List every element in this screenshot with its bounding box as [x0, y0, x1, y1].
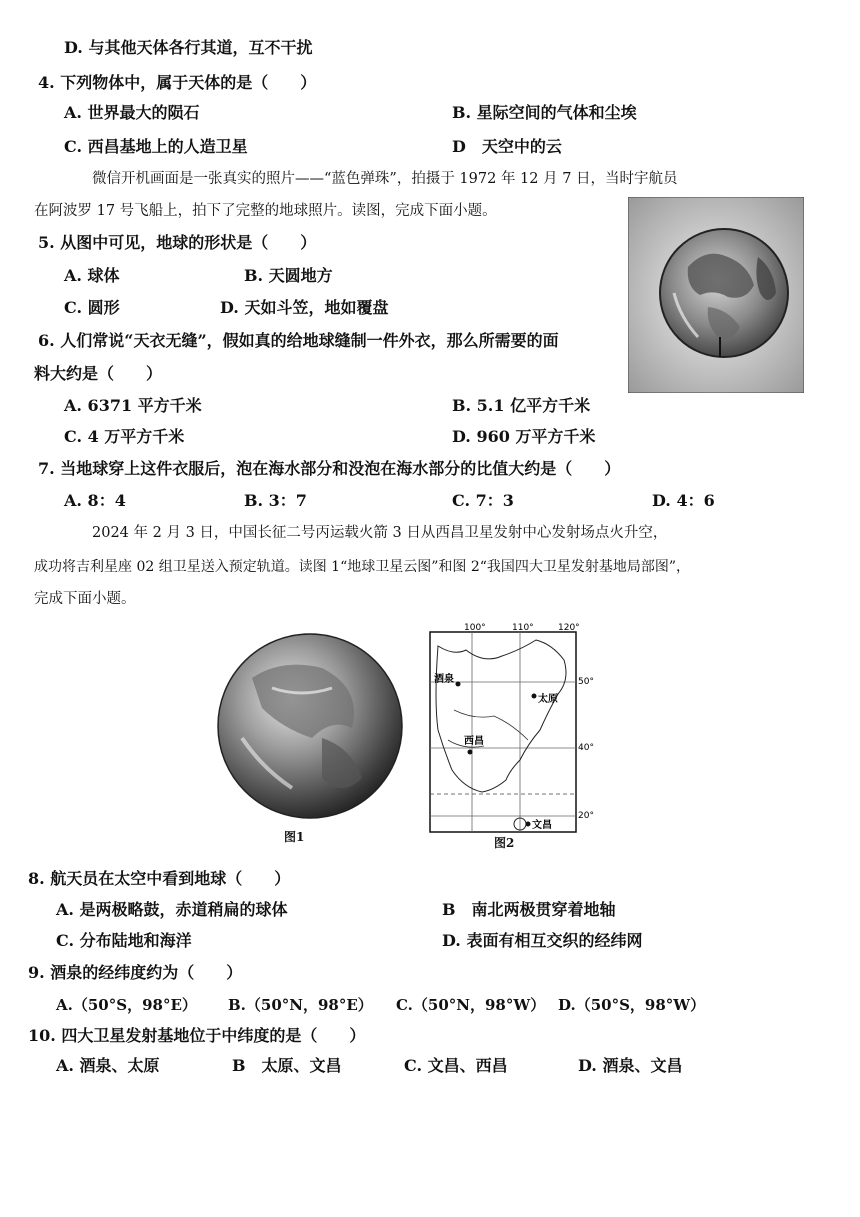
q10-option-b: B 太原、文昌 [232, 1056, 342, 1075]
q9-option-c: C.（50°N，98°W） [396, 996, 546, 1014]
q9-stem: 9. 酒泉的经纬度约为（ ） [28, 963, 243, 982]
fig2-city-wenchang: 文昌 [532, 820, 552, 831]
q6-option-d: D. 960 万平方千米 [452, 427, 596, 446]
q5-stem: 5. 从图中可见，地球的形状是（ ） [38, 233, 317, 252]
q10-option-a: A. 酒泉、太原 [56, 1056, 160, 1075]
fig2-lon-110: 110° [512, 623, 534, 633]
q5-option-b: B. 天圆地方 [244, 266, 333, 285]
q8-stem: 8. 航天员在太空中看到地球（ ） [28, 869, 291, 888]
blue-marble-photo [628, 197, 804, 393]
q7-stem: 7. 当地球穿上这件衣服后，泡在海水部分和没泡在海水部分的比值大约是（ ） [38, 459, 621, 478]
q4-option-d: D 天空中的云 [452, 137, 562, 156]
intro2-line2: 成功将吉利星座 02 组卫星送入预定轨道。读图 1“地球卫星云图”和图 2“我国四大卫星发射基地局部图”， [34, 559, 691, 575]
q10-option-c: C. 文昌、西昌 [404, 1056, 508, 1075]
q8-option-d: D. 表面有相互交织的经纬网 [442, 931, 643, 950]
q4-option-b: B. 星际空间的气体和尘埃 [452, 103, 637, 122]
figure1-caption: 图1 [284, 830, 305, 844]
figure2-caption: 图2 [494, 836, 515, 850]
fig2-city-taiyuan: 太原 [538, 694, 558, 705]
q7-option-d: D. 4：6 [652, 491, 715, 510]
q5-option-c: C. 圆形 [64, 298, 120, 317]
figure1-earth-cloud-image [212, 628, 408, 824]
intro2-line1: 2024 年 2 月 3 日，中国长征二号丙运载火箭 3 日从西昌卫星发射中心发射场点火升空， [92, 525, 668, 541]
q7-option-b: B. 3：7 [244, 491, 307, 510]
fig2-city-xichang: 西昌 [464, 736, 484, 747]
fig2-city-jiuquan: 酒泉 [434, 674, 454, 685]
fig2-lon-100: 100° [464, 623, 486, 633]
q6-option-c: C. 4 万平方千米 [64, 427, 185, 446]
q9-option-d: D.（50°S，98°W） [558, 996, 706, 1014]
q8-option-a: A. 是两极略鼓，赤道稍扁的球体 [56, 900, 288, 919]
q4-stem: 4. 下列物体中，属于天体的是（ ） [38, 73, 317, 92]
intro2-line3: 完成下面小题。 [34, 591, 136, 607]
intro1-line2: 在阿波罗 17 号飞船上，拍下了完整的地球照片。读图，完成下面小题。 [34, 203, 497, 219]
q5-option-d: D. 天如斗笠，地如覆盘 [220, 298, 389, 317]
q10-option-d: D. 酒泉、文昌 [578, 1056, 683, 1075]
q5-option-a: A. 球体 [64, 266, 120, 285]
fig2-lat-40: 40° [578, 743, 594, 753]
intro1-line1: 微信开机画面是一张真实的照片——“蓝色弹珠”，拍摄于 1972 年 12 月 7 日，当时宇航员 [92, 171, 678, 187]
q7-option-a: A. 8：4 [64, 491, 126, 510]
q6-option-a: A. 6371 平方千米 [64, 396, 202, 415]
q9-option-b: B.（50°N，98°E） [228, 996, 373, 1014]
fig2-lat-50: 50° [578, 677, 594, 687]
q7-option-c: C. 7：3 [452, 491, 514, 510]
q4-option-a: A. 世界最大的陨石 [64, 103, 200, 122]
q8-option-c: C. 分布陆地和海洋 [56, 931, 192, 950]
q9-option-a: A.（50°S，98°E） [56, 996, 197, 1014]
fig2-lat-20: 20° [578, 811, 594, 821]
q8-option-b: B 南北两极贯穿着地轴 [442, 900, 616, 919]
figure2-launch-base-map [424, 620, 602, 836]
q4-option-c: C. 西昌基地上的人造卫星 [64, 137, 248, 156]
q3-option-d: D. 与其他天体各行其道，互不干扰 [64, 38, 313, 57]
fig2-lon-120: 120° [558, 623, 580, 633]
q6-option-b: B. 5.1 亿平方千米 [452, 396, 591, 415]
q10-stem: 10. 四大卫星发射基地位于中纬度的是（ ） [28, 1026, 366, 1045]
q6-stem-line2: 料大约是（ ） [34, 364, 163, 383]
q6-stem-line1: 6. 人们常说“天衣无缝”，假如真的给地球缝制一件外衣，那么所需要的面 [38, 331, 559, 350]
